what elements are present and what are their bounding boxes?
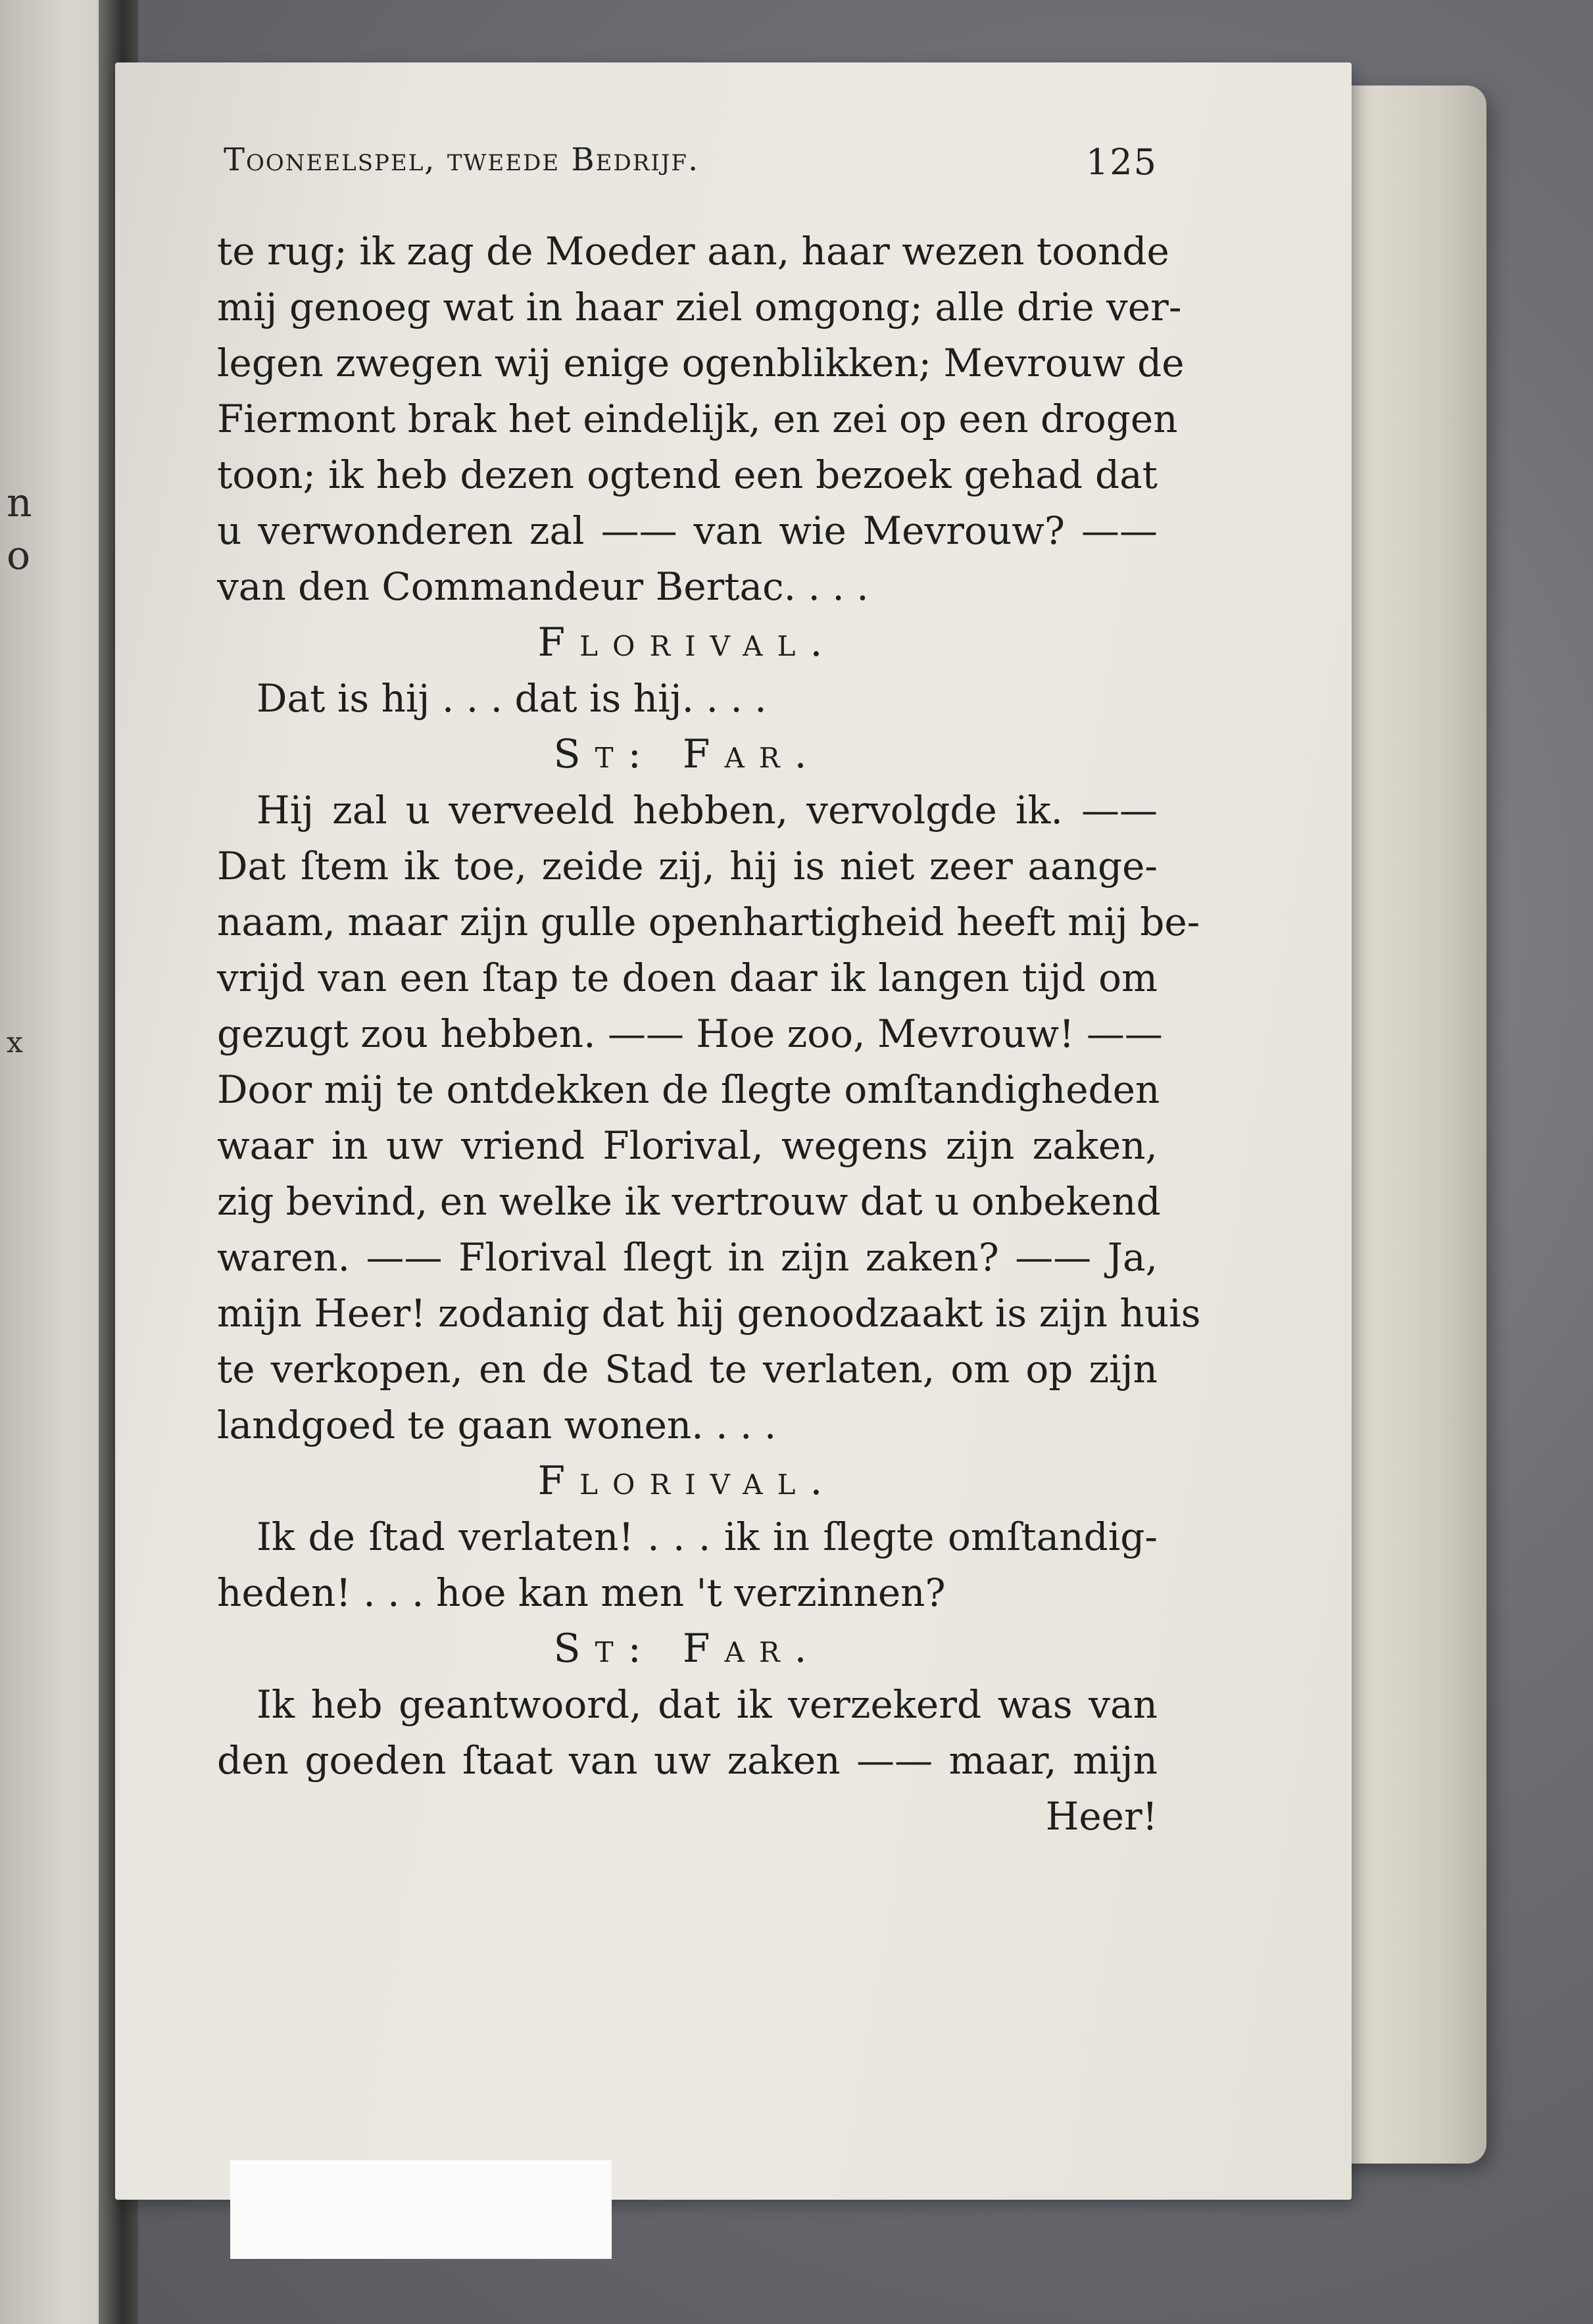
text-line: te rug; ik zag de Moeder aan, haar wezen toonde [217, 229, 1169, 274]
text-line: Ik heb geantwoord, dat ik verzekerd was van [257, 1682, 1158, 1727]
text-line: gezugt zou hebben. —— Hoe zoo, Mevrouw! —— [217, 1011, 1163, 1056]
text-line: toon; ik heb dezen ogtend een bezoek gehad dat [217, 452, 1158, 497]
text-line: legen zwegen wij enige ogenblikken; Mevrouw de [217, 341, 1185, 385]
text-line: Door mij te ontdekken de ſlegte omſtandigheden [217, 1067, 1160, 1112]
page-edges [1329, 85, 1486, 2164]
running-head-title: Tooneelspel, tweede Bedrijf. [224, 141, 700, 178]
speaker-name: Florival. [537, 1458, 837, 1504]
text-line: zig bevind, en welke ik vertrouw dat u onbekend [217, 1179, 1161, 1224]
left-page-letter: n [7, 480, 32, 526]
text-line: van den Commandeur Bertac. . . . [217, 564, 869, 609]
text-line: waren. —— Florival ſlegt in zijn zaken? —— Ja, [217, 1235, 1158, 1280]
speaker-name: St: Far. [553, 731, 821, 777]
text-line: heden! . . . hoe kan men 't verzinnen? [217, 1570, 946, 1615]
speaker-name: St: Far. [553, 1626, 821, 1672]
text-line: te verkopen, en de Stad te verlaten, om op zijn [217, 1347, 1158, 1392]
catchword: Heer! [1045, 1794, 1158, 1839]
white-label-patch [230, 2160, 612, 2259]
left-page-letter: x [7, 1026, 23, 1059]
text-line: landgoed te gaan wonen. . . . [217, 1403, 777, 1447]
text-line: Dat ſtem ik toe, zeide zij, hij is niet zeer aange- [217, 844, 1158, 888]
text-line: mijn Heer! zodanig dat hij genoodzaakt is zijn huis [217, 1291, 1201, 1336]
text-line: u verwonderen zal —— van wie Mevrouw? —— [217, 508, 1158, 553]
page-number: 125 [1085, 141, 1158, 183]
text-line: den goeden ſtaat van uw zaken —— maar, mijn [217, 1738, 1158, 1783]
page-text [217, 224, 1201, 1845]
text-line: vrijd van een ſtap te doen daar ik langen tijd om [217, 956, 1158, 1000]
text-line: mij genoeg wat in haar ziel omgong; alle drie ver- [217, 285, 1182, 329]
text-line: Hij zal u verveeld hebben, vervolgde ik. —— [257, 788, 1158, 833]
text-line: Ik de ſtad verlaten! . . . ik in ſlegte omſtandig- [257, 1514, 1158, 1559]
left-page-letter: o [7, 533, 31, 579]
speaker-name: Florival. [537, 619, 837, 666]
text-line: Fiermont brak het eindelijk, en zei op een drogen [217, 397, 1178, 441]
text-line: Dat is hij . . . dat is hij. . . . [257, 676, 767, 721]
text-line: naam, maar zijn gulle openhartigheid heeft mij be- [217, 900, 1200, 944]
text-line: waar in uw vriend Florival, wegens zijn zaken, [217, 1123, 1158, 1168]
